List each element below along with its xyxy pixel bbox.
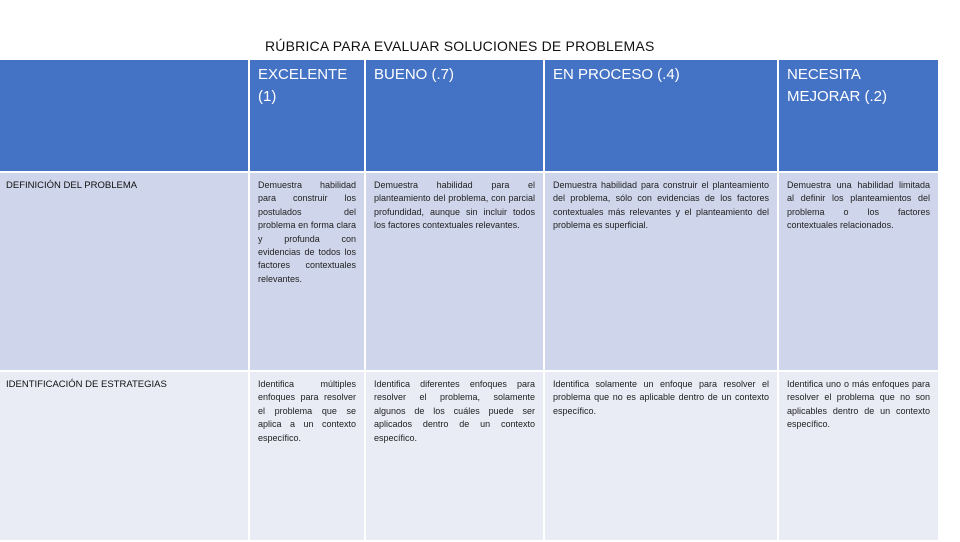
rubric-table [0,60,940,542]
table-row [0,173,940,372]
table-cell: Demuestra habilidad para el planteamiento del problema, con parcial profundidad, aunque sin incluir todos los factores contextuales relevantes. [366,173,545,372]
column-header-excelente: EXCELENTE (1) [250,60,366,173]
column-header-bueno: BUENO (.7) [366,60,545,173]
table-cell: Demuestra una habilidad limitada al definir los planteamientos del problema o los factores contextuales relacionados. [779,173,940,372]
table-cell: Identifica uno o más enfoques para resolver el problema que no son aplicables dentro de un contexto específico. [779,372,940,542]
header-corner-cell [0,60,250,173]
table-cell: Demuestra habilidad para construir el planteamiento del problema, sólo con evidencias de los factores contextuales más relevantes y el planteamiento del problema es superficial. [545,173,779,372]
table-cell: Identifica múltiples enfoques para resolver el problema que se aplica a un contexto específico. [250,372,366,542]
table-row [0,372,940,542]
page-title: RÚBRICA PARA EVALUAR SOLUCIONES DE PROBLEMAS [265,38,655,54]
column-header-necesita-mejorar: NECESITA MEJORAR (.2) [779,60,940,173]
table-cell: Identifica solamente un enfoque para resolver el problema que no es aplicable dentro de un contexto específico. [545,372,779,542]
header-row [0,60,940,173]
row-header-identificacion: IDENTIFICACIÓN DE ESTRATEGIAS [0,372,250,542]
table-cell: Identifica diferentes enfoques para resolver el problema, solamente algunos de los cuáles puede ser aplicados dentro de un contexto específico. [366,372,545,542]
table-cell: Demuestra habilidad para construir los postulados del problema en forma clara y profunda con evidencias de todos los factores contextuales relevantes. [250,173,366,372]
row-header-definicion: DEFINICIÓN DEL PROBLEMA [0,173,250,372]
column-header-en-proceso: EN PROCESO (.4) [545,60,779,173]
